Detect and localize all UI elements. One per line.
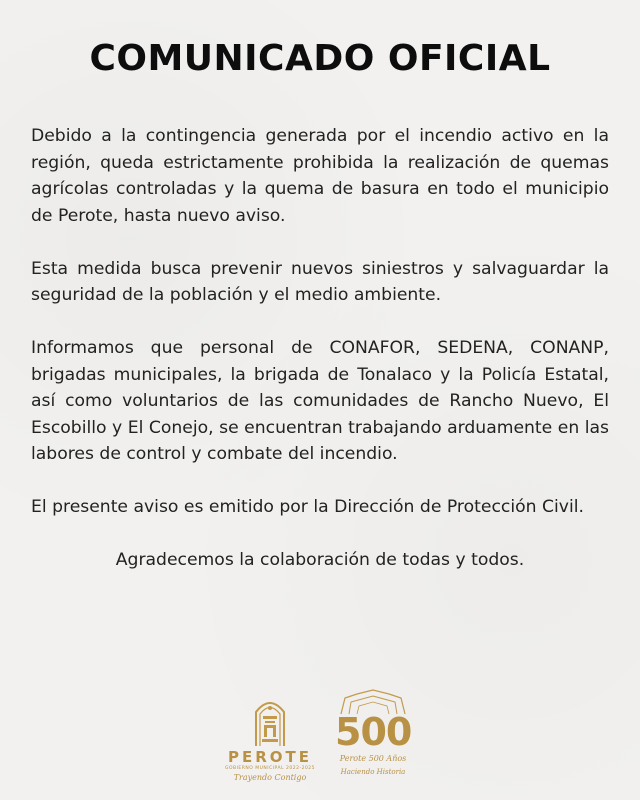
perote-logo: [222, 692, 318, 784]
closing-line: Agradecemos la colaboración de todas y todos.: [115, 550, 525, 570]
document-body: [31, 123, 609, 600]
anniversary-slogan: Haciendo Historia: [340, 768, 406, 776]
document-title: COMUNICADO OFICIAL: [89, 38, 551, 79]
perote-logo-subtitle: GOBIERNO MUNICIPAL 2022-2025: [224, 766, 316, 771]
perote-logo-name: PEROTE: [227, 748, 313, 766]
anniversary-number: 500: [335, 710, 412, 754]
paragraph-issuer: El presente aviso es emitido por la Dirección de Protección Civil.: [31, 497, 584, 517]
paragraph-purpose: Esta medida busca prevenir nuevos siniestros y salvaguardar la seguridad de la población y el medio ambiente.: [31, 258, 609, 305]
perote-logo-slogan: Trayendo Contigo: [233, 773, 307, 782]
footer-logos: [0, 688, 640, 788]
perote-emblem-icon: [222, 692, 318, 748]
paragraph-prohibition: Debido a la contingencia generada por el incendio activo en la región, queda estrictamente prohibida la realización de quemas agrícolas controladas y la quema de basura en todo el municipio de Perote, hasta nuevo aviso.: [31, 126, 609, 226]
paragraph-personnel: Informamos que personal de CONAFOR, SEDENA, CONANP, brigadas municipales, la brigada de Tonalaco y la Policía Estatal, así como voluntarios de las comunidades de Rancho Nuevo, El Escobillo y El Conejo, se encuentran trabajando arduamente en las labores de control y combate del incendio.: [31, 338, 609, 464]
perote-500-logo: [335, 688, 411, 784]
anniversary-subtitle: Perote 500 Años: [339, 754, 407, 763]
